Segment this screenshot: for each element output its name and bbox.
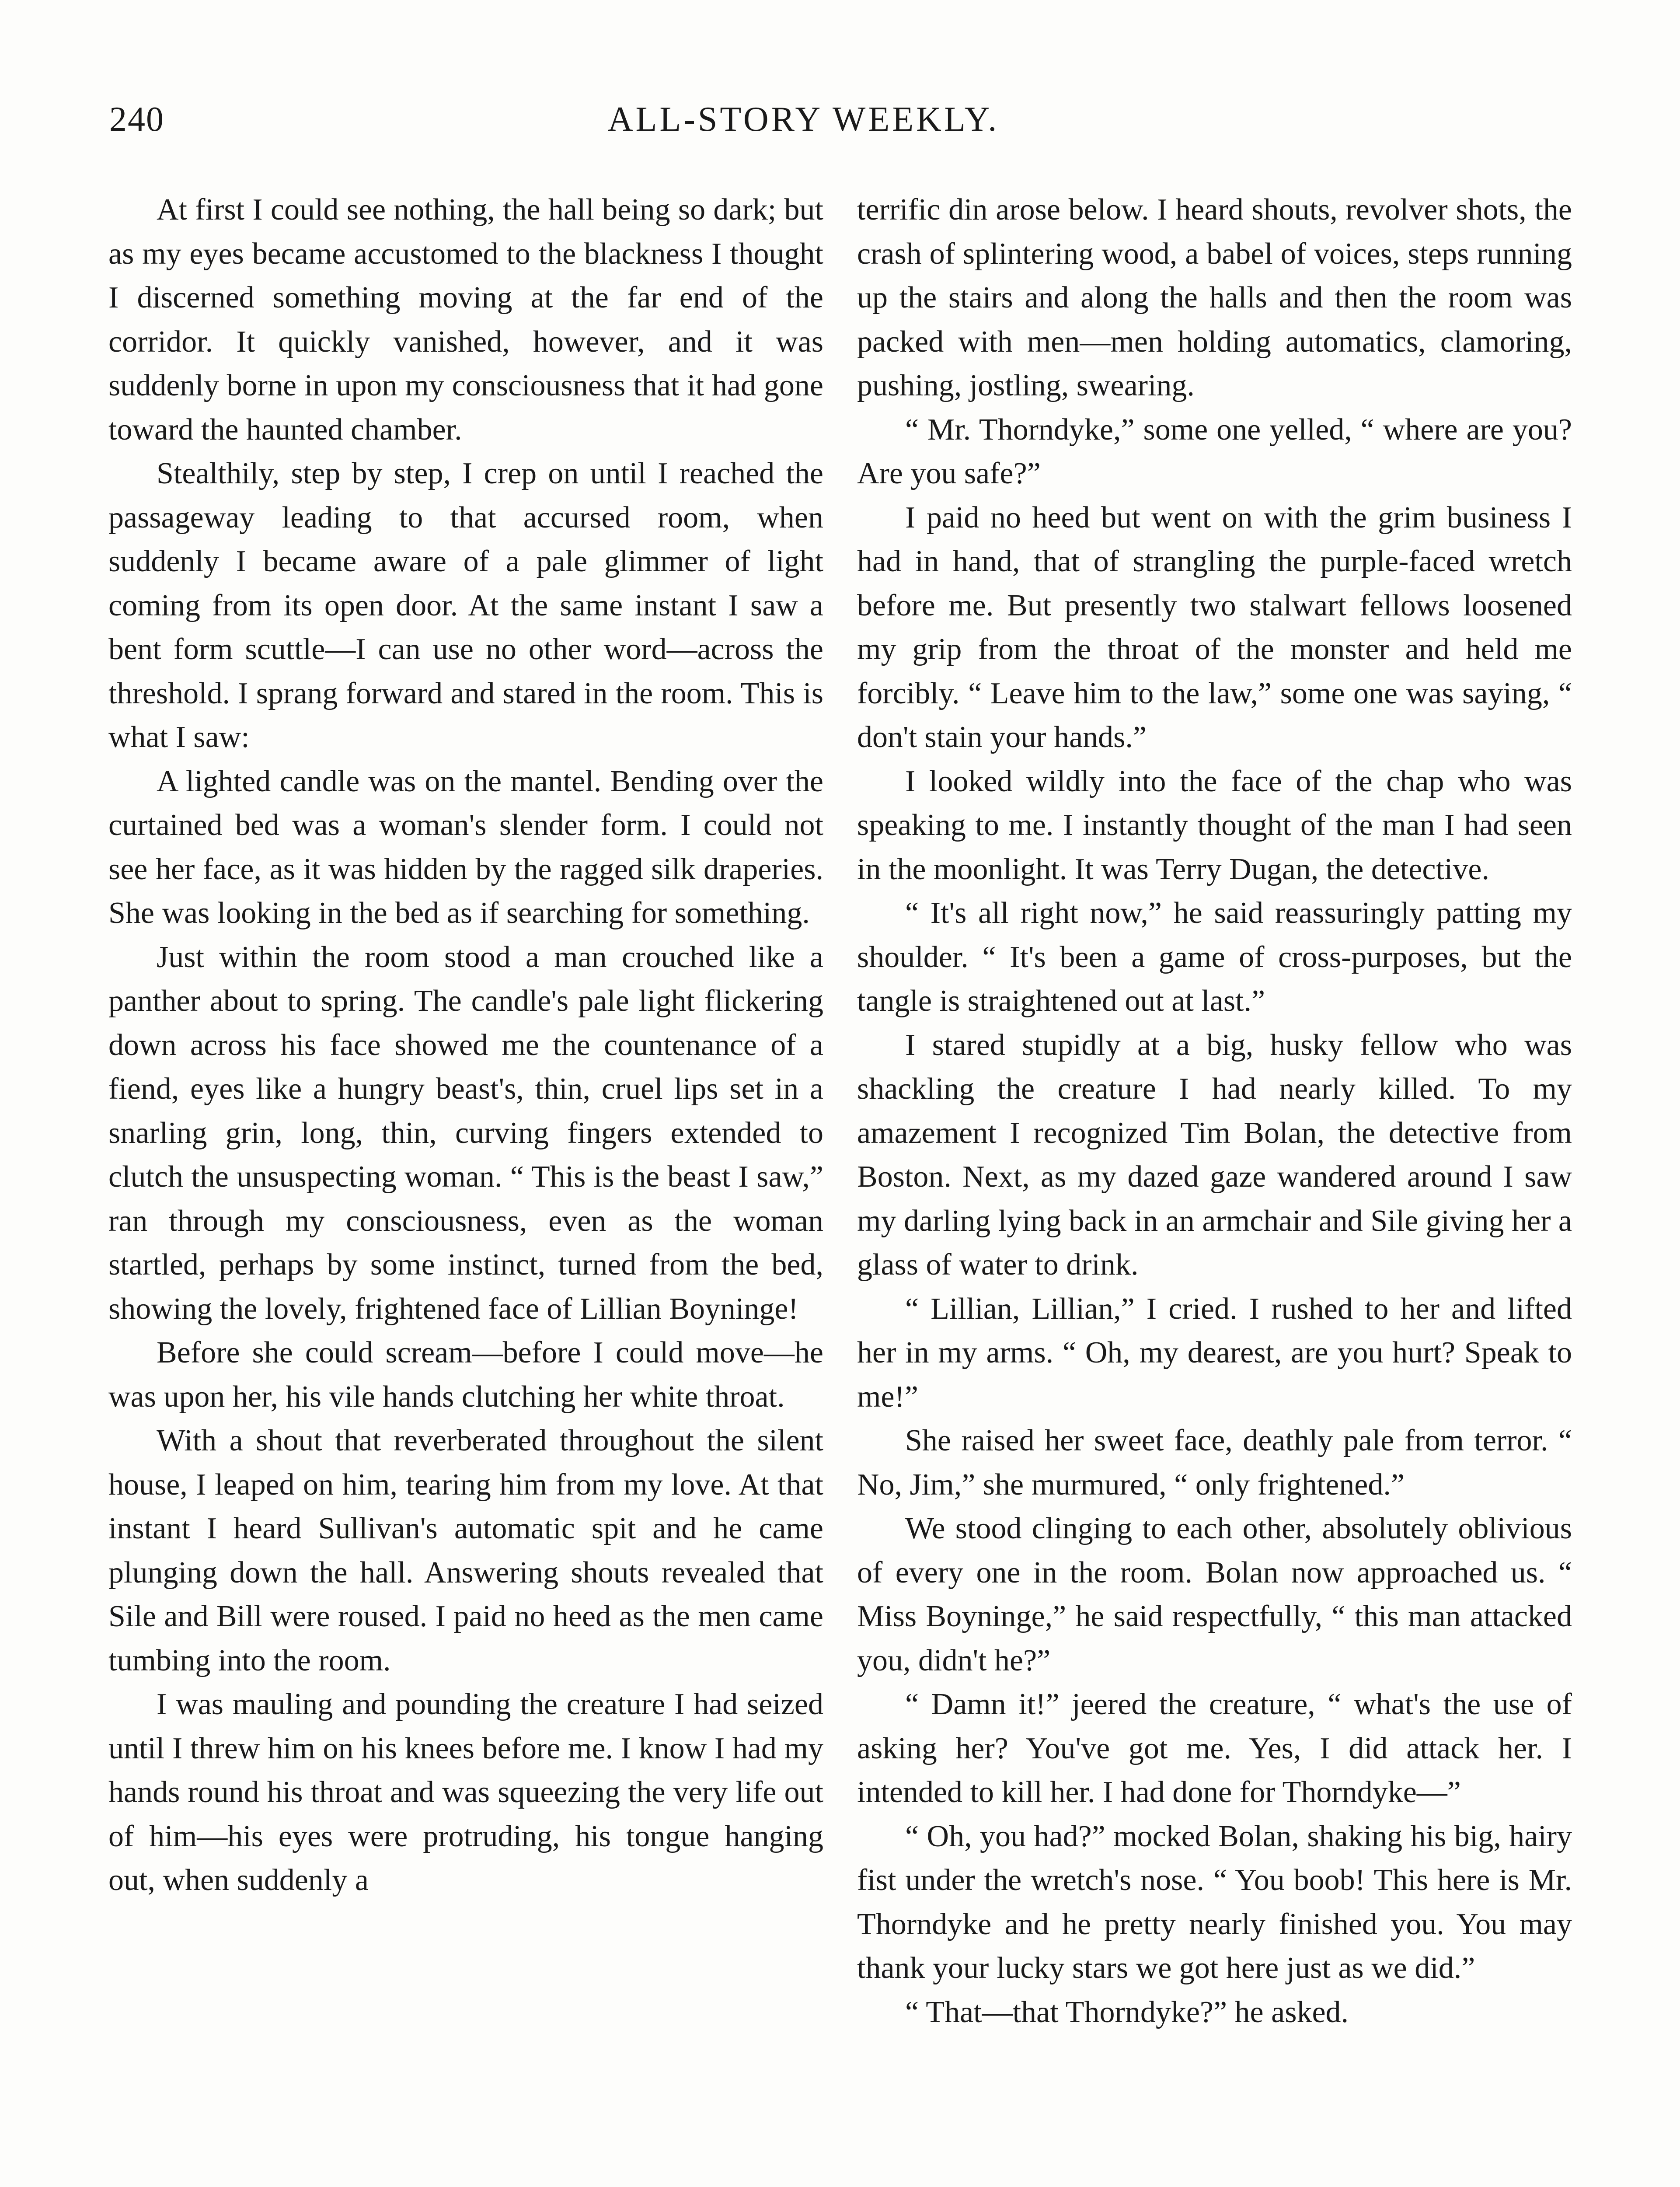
paragraph: I stared stupidly at a big, husky fellow who was shackling the creature I had nearly killed. To my amazement I recognized Tim Bolan, the detective from Boston. Next, as my dazed gaze wandered around I saw my darling lying back in an armchair and Sile giving her a glass of water to drink.	[857, 1028, 1572, 1282]
paragraph-continued: terrific din arose below. I heard shouts, revolver shots, the crash of splintering wood, a babel of voices, steps running up the stairs and along the halls and then the room was packed with men—men holding automatics, clamoring, pushing, jostling, swearing.	[857, 193, 1572, 402]
paragraph: A lighted candle was on the mantel. Bending over the curtained bed was a woman's slender form. I could not see her face, as it was hidden by the ragged silk draperies. She was looking in the bed as if searching for something.	[108, 764, 823, 930]
running-head: ALL-STORY WEEKLY.	[607, 100, 1000, 139]
paragraph: I was mauling and pounding the creature I had seized until I threw him on his knees before me. I know I had my hands round his throat and was squeezing the very life out of him—his eyes were protruding, his tongue hanging out, when suddenly a	[108, 1687, 823, 1897]
paragraph: Just within the room stood a man crouched like a panther about to spring. The candle's pale light flickering down across his face showed me the countenance of a fiend, eyes like a hungry beast's, thin, cruel lips set in a snarling grin, long, thin, curving fingers extended to clutch the unsuspecting woman. “ This is the beast I saw,” ran through my consciousness, even as the woman startled, perhaps by some instinct, turned from the bed, showing the lovely, frightened face of Lillian Boyninge!	[108, 940, 823, 1326]
paragraph: At first I could see nothing, the hall being so dark; but as my eyes became accustomed to the blackness I thought I discerned something moving at the far end of the corridor. It quickly vanished, however, and it was suddenly borne in upon my consciousness that it had gone toward the haunted chamber.	[108, 193, 823, 447]
paragraph: Before she could scream—before I could move—he was upon her, his vile hands clutching her white throat.	[108, 1336, 823, 1414]
page-header	[109, 100, 1498, 148]
left-column	[108, 188, 823, 1903]
paragraph: Stealthily, step by step, I crep on until I reached the passageway leading to that accursed room, when suddenly I became aware of a pale glimmer of light coming from its open door. At the same instant I saw a bent form scuttle—I can use no other word—across the threshold. I sprang forward and stared in the room. This is what I saw:	[108, 457, 823, 754]
paragraph: With a shout that reverberated throughout the silent house, I leaped on him, tearing him from my love. At that instant I heard Sullivan's automatic spit and he came plunging down the hall. Answering shouts revealed that Sile and Bill were roused. I paid no heed as the men came tumbing into the room.	[108, 1424, 823, 1677]
paragraph: I paid no heed but went on with the grim business I had in hand, that of strangling the purple-faced wretch before me. But presently two stalwart fellows loosened my grip from the throat of the monster and held me forcibly. “ Leave him to the law,” some one was saying, “ don't stain your hands.”	[857, 500, 1572, 754]
paragraph: “ Mr. Thorndyke,” some one yelled, “ where are you? Are you safe?”	[857, 412, 1572, 490]
paragraph: “ It's all right now,” he said reassuringly patting my shoulder. “ It's been a game of cross-purposes, but the tangle is straightened out at last.”	[857, 896, 1572, 1018]
right-column	[857, 188, 1572, 2034]
page-number: 240	[109, 100, 164, 139]
paragraph: “ Lillian, Lillian,” I cried. I rushed to her and lifted her in my arms. “ Oh, my dearest, are you hurt? Speak to me!”	[857, 1292, 1572, 1414]
paragraph: She raised her sweet face, deathly pale from terror. “ No, Jim,” she murmured, “ only frightened.”	[857, 1424, 1572, 1502]
paragraph: We stood clinging to each other, absolutely oblivious of every one in the room. Bolan now approached us. “ Miss Boyninge,” he said respectfully, “ this man attacked you, didn't he?”	[857, 1512, 1572, 1677]
paragraph: “ Oh, you had?” mocked Bolan, shaking his big, hairy fist under the wretch's nose. “ You boob! This here is Mr. Thorndyke and he pretty nearly finished you. You may thank your lucky stars we got here just as we did.”	[857, 1819, 1572, 1985]
paragraph: I looked wildly into the face of the chap who was speaking to me. I instantly thought of the man I had seen in the moonlight. It was Terry Dugan, the detective.	[857, 764, 1572, 886]
paragraph: “ That—that Thorndyke?” he asked.	[905, 1995, 1349, 2029]
paragraph: “ Damn it!” jeered the creature, “ what's the use of asking her? You've got me. Yes, I did attack her. I intended to kill her. I had done for Thorndyke—”	[857, 1687, 1572, 1809]
